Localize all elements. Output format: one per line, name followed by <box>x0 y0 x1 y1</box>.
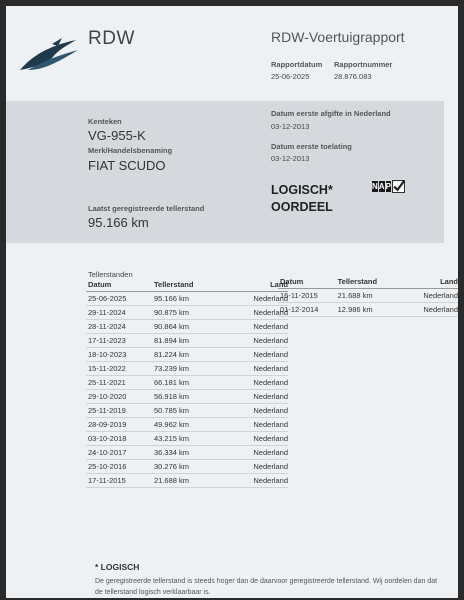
cell-datum: 29-10-2020 <box>86 390 148 404</box>
cell-tellerstand: 12.986 km <box>332 303 410 317</box>
cell-datum: 17-11-2023 <box>86 334 148 348</box>
cell-tellerstand: 21.688 km <box>332 289 410 303</box>
cell-tellerstand: 36.334 km <box>148 446 236 460</box>
cell-land: Nederland <box>236 376 288 390</box>
cell-datum: 17-11-2015 <box>86 474 148 488</box>
nap-logo <box>372 180 405 193</box>
cell-land: Nederland <box>410 289 458 303</box>
cell-land: Nederland <box>236 362 288 376</box>
table-row <box>86 320 288 334</box>
cell-tellerstand: 50.785 km <box>148 404 236 418</box>
cell-land: Nederland <box>236 446 288 460</box>
header-tellerstand: Tellerstand <box>148 279 236 292</box>
table-row <box>86 404 288 418</box>
cell-land: Nederland <box>236 390 288 404</box>
kenteken-label: Kenteken <box>88 117 122 126</box>
header-tellerstand: Tellerstand <box>332 276 410 289</box>
table-row <box>86 362 288 376</box>
header-datum: Datum <box>86 279 148 292</box>
report-title: RDW-Voertuigrapport <box>271 29 405 45</box>
footer-title: * LOGISCH <box>95 562 140 572</box>
table-row <box>86 376 288 390</box>
rapportdatum-label: Rapportdatum <box>271 60 323 69</box>
merk-value: FIAT SCUDO <box>88 158 166 173</box>
table-row <box>86 474 288 488</box>
header-land: Land <box>410 276 458 289</box>
cell-datum: 28-11-2024 <box>86 320 148 334</box>
cell-datum: 24-10-2017 <box>86 446 148 460</box>
checkmark-icon <box>392 180 405 193</box>
table-row <box>86 446 288 460</box>
table-row <box>86 292 288 306</box>
cell-land: Nederland <box>236 460 288 474</box>
cell-datum: 16-11-2015 <box>278 289 332 303</box>
cell-datum: 01-12-2014 <box>278 303 332 317</box>
header-land: Land <box>236 279 288 292</box>
cell-land: Nederland <box>236 474 288 488</box>
cell-tellerstand: 21.688 km <box>148 474 236 488</box>
oordeel-status <box>271 182 333 216</box>
cell-datum: 25-11-2021 <box>86 376 148 390</box>
tellerstanden-table-right <box>278 276 458 317</box>
footer-text: De geregistreerde tellerstand is steeds hoger dan de daarvoor geregistreerde tellerstand. Wij oordelen dan dat de tellerstand logisch verklaarbaar is. <box>95 578 438 596</box>
cell-tellerstand: 73.239 km <box>148 362 236 376</box>
cell-datum: 18-10-2023 <box>86 348 148 362</box>
eerste-toelating-label: Datum eerste toelating <box>271 142 352 151</box>
cell-datum: 25-06-2025 <box>86 292 148 306</box>
cell-tellerstand: 49.962 km <box>148 418 236 432</box>
cell-tellerstand: 81.894 km <box>148 334 236 348</box>
nap-letter-p: P <box>385 182 391 192</box>
nap-letter-a: A <box>378 182 385 192</box>
table-row <box>278 303 458 317</box>
rdw-logo-icon <box>18 36 80 72</box>
brand-name: RDW <box>88 28 135 49</box>
table-row <box>86 460 288 474</box>
cell-land: Nederland <box>236 404 288 418</box>
cell-datum: 15-11-2022 <box>86 362 148 376</box>
rapportnummer-value: 28.876.083 <box>334 72 372 81</box>
cell-land: Nederland <box>236 432 288 446</box>
cell-tellerstand: 30.276 km <box>148 460 236 474</box>
cell-tellerstand: 43.215 km <box>148 432 236 446</box>
cell-datum: 25-11-2019 <box>86 404 148 418</box>
vehicle-panel <box>6 101 444 243</box>
table-header-row <box>278 276 458 289</box>
cell-datum: 28-09-2019 <box>86 418 148 432</box>
eerste-afgifte-value: 03-12-2013 <box>271 122 310 131</box>
header-datum: Datum <box>278 276 332 289</box>
cell-land: Nederland <box>236 306 288 320</box>
cell-tellerstand: 81.224 km <box>148 348 236 362</box>
teller-value: 95.166 km <box>88 215 149 230</box>
cell-land: Nederland <box>236 320 288 334</box>
cell-tellerstand: 66.181 km <box>148 376 236 390</box>
cell-tellerstand: 90.864 km <box>148 320 236 334</box>
cell-tellerstand: 56.918 km <box>148 390 236 404</box>
report-page <box>6 6 458 598</box>
rapportnummer-label: Rapportnummer <box>334 60 393 69</box>
cell-tellerstand: 90.875 km <box>148 306 236 320</box>
cell-datum: 25-10-2016 <box>86 460 148 474</box>
table-row <box>278 289 458 303</box>
cell-land: Nederland <box>236 418 288 432</box>
table-row <box>86 390 288 404</box>
cell-land: Nederland <box>236 292 288 306</box>
table-header-row <box>86 279 288 292</box>
table-row <box>86 432 288 446</box>
merk-label: Merk/Handelsbenaming <box>88 146 173 155</box>
teller-label: Laatst geregistreerde tellerstand <box>88 204 205 213</box>
cell-land: Nederland <box>236 348 288 362</box>
eerste-toelating-value: 03-12-2013 <box>271 154 310 163</box>
cell-land: Nederland <box>236 334 288 348</box>
cell-tellerstand: 95.166 km <box>148 292 236 306</box>
tellerstanden-title: Tellerstanden <box>88 270 133 279</box>
rapportdatum-value: 25-06-2025 <box>271 72 310 81</box>
oordeel-line1: LOGISCH* <box>271 183 333 197</box>
cell-datum: 03-10-2018 <box>86 432 148 446</box>
kenteken-value: VG-955-K <box>88 128 146 143</box>
table-row <box>86 334 288 348</box>
table-row <box>86 418 288 432</box>
cell-datum: 29-11-2024 <box>86 306 148 320</box>
tellerstanden-table-left <box>86 279 288 488</box>
nap-letter-n: N <box>372 182 378 192</box>
table-row <box>86 348 288 362</box>
oordeel-line2: OORDEEL <box>271 200 333 214</box>
eerste-afgifte-label: Datum eerste afgifte in Nederland <box>271 109 391 118</box>
cell-land: Nederland <box>410 303 458 317</box>
table-row <box>86 306 288 320</box>
